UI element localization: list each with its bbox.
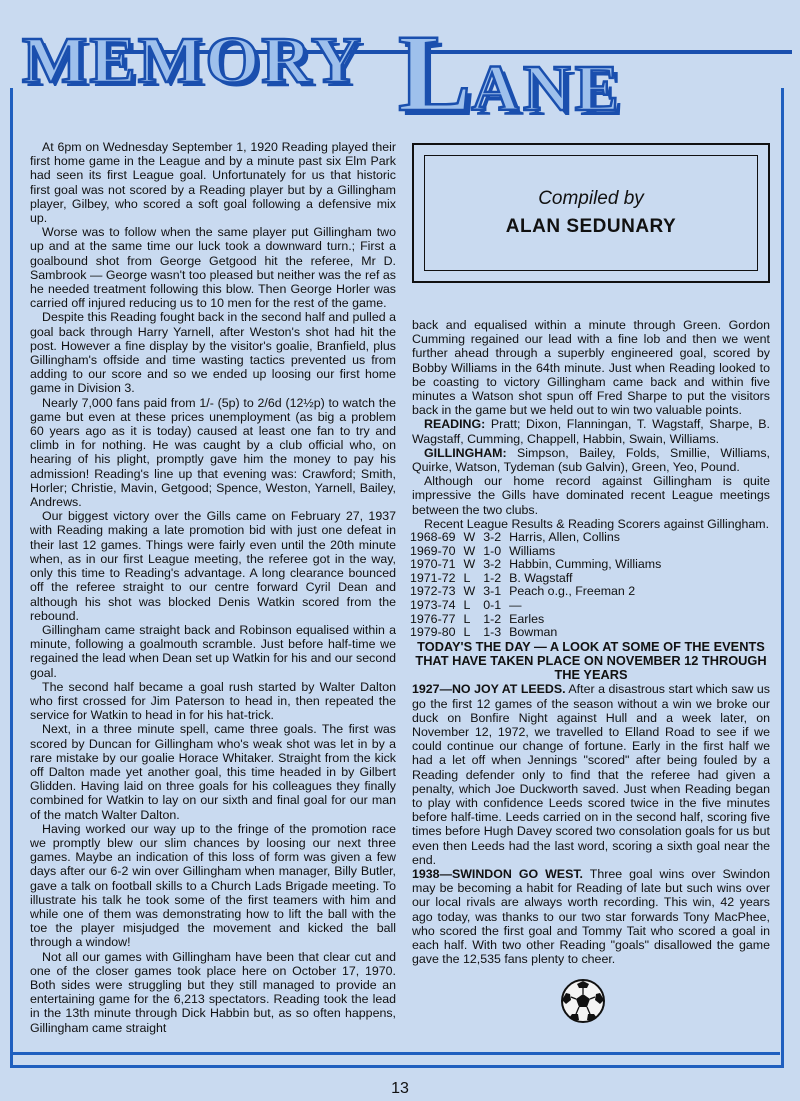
left-paragraph: Not all our games with Gillingham have been that clear cut and one of the closer games took place here on October 17, 1970. Both sides were struggling but they still managed to provide an entertaining game for the 6,213 spectators. Reading took the lead in the 13th minute through Dick Habbin but, as so often happens, Gillingham came straight: [30, 949, 396, 1035]
page-number: 13: [391, 1080, 409, 1097]
result-score: 3-1: [483, 584, 502, 599]
event-heading: 1938—SWINDON GO WEST.: [412, 867, 583, 882]
results-intro: Recent League Results & Reading Scorers against Gillingham.: [424, 516, 770, 531]
left-paragraph: Worse was to follow when the same player put Gillingham two up and at the same time our luck took a downward turn.; First a goalbound shot from George Getgood hit the referee, Mr D. Sambrook — George wasn't too pleased but neither was the ref as he needed treatment following this blow. Then George Horler was carried off injured reducing us to 10 men for the rest of the game.: [30, 225, 396, 311]
result-scorers: —: [509, 598, 522, 613]
right-paragraph: back and equalised within a minute through Green. Gordon Cumming regained our lead with a fine lob and then we went further ahead through a superbly engineered goal, scored by Bobby Williams in the 64th minute. Just when Reading looked to be coasting to victory Gillingham came back and within five minutes a Watson shot spun off Fred Sharpe to put the visitors back in the game but we held out to win two valuable points.: [412, 318, 770, 418]
masthead: [18, 8, 798, 134]
result-row: [410, 558, 669, 572]
title-lane-initial: L: [398, 12, 472, 134]
result-season: 1973-74: [410, 598, 456, 613]
event-entry: [412, 682, 770, 867]
compiler-name: ALAN SEDUNARY: [505, 216, 677, 237]
result-outcome: W: [463, 543, 476, 558]
result-scorers: Harris, Allen, Collins: [509, 530, 620, 545]
result-scorers: Habbin, Cumming, Williams: [509, 557, 662, 572]
left-paragraph: Having worked our way up to the fringe of the promotion race we promptly blew our slim chances by loosing our next three games. Maybe an indication of this loss of form was given a few days after our 6-2 win over Gillingham when manager, Billy Butler, gave a talk on football skills to a Church Lads Brigade meeting. To illustrate his talk he took some of the first teamers with him and while one of them was demonstrating how to lift the ball with the toe the player misjudged the movement and kicked the ball through a window!: [30, 821, 396, 950]
result-score: 3-2: [483, 557, 502, 572]
result-outcome: L: [463, 611, 471, 626]
result-outcome: L: [463, 598, 471, 613]
compiled-by: Compiled by: [538, 188, 644, 209]
event-body: Three goal wins over Swindon may be becoming a habit for Reading of late but such wins over our local rivals are always worth recording. This win, 42 years ago today, was thanks to our two star forwards Tony MacPhee, who scored the first goal and Tommy Tait who scored a goal in each half. With two other Reading "goals" disallowed the game gave the 12,535 fans plenty to cheer.: [412, 867, 770, 967]
left-column: [30, 140, 396, 1035]
results-table: [410, 531, 669, 640]
event-heading: 1927—NO JOY AT LEEDS.: [412, 682, 566, 697]
right-paragraphs: [412, 318, 770, 417]
result-scorers: B. Wagstaff: [509, 570, 573, 585]
compiler-box-inner: [424, 155, 758, 271]
right-column: [412, 318, 770, 966]
result-season: 1971-72: [410, 570, 456, 585]
result-row: [410, 572, 669, 586]
reading-label: READING:: [424, 417, 486, 432]
gillingham-label: GILLINGHAM:: [424, 445, 507, 460]
left-paragraph: At 6pm on Wednesday September 1, 1920 Reading played their first home game in the League and by a minute past six Elm Park had seen its first League goal. Unfortunately for us that historic first goal was not scored by a Reading player but by a Gillingham player, Gilbey, who scored a soft goal following a defensive mix up.: [30, 140, 396, 226]
result-scorers: Bowman: [509, 625, 558, 640]
title-memory: MEMORY: [22, 24, 364, 97]
result-score: 1-2: [483, 611, 502, 626]
result-season: 1968-69: [410, 530, 456, 545]
left-paragraph: Gillingham came straight back and Robinson equalised within a minute, following a goalmouth scramble. Just before half-time we regained the lead when Dean set up Watkin for his and our second goal.: [30, 622, 396, 680]
title-lane: [398, 12, 623, 134]
result-score: 1-0: [483, 543, 502, 558]
compiler-box: [412, 143, 770, 283]
result-score: 0-1: [483, 598, 502, 613]
result-score: 1-3: [483, 625, 502, 640]
result-scorers: Earles: [509, 611, 545, 626]
result-season: 1979-80: [410, 625, 456, 640]
result-row: [410, 545, 669, 559]
result-season: 1976-77: [410, 611, 456, 626]
result-row: [410, 626, 669, 640]
result-season: 1969-70: [410, 543, 456, 558]
football-icon: [560, 978, 606, 1024]
event-body: After a disastrous start which saw us go the first 12 games of the season without a win we broke our duck on Bonfire Night against Hull and a week later, on November 12, 1972, we travelled to Elland Road to see if we could continue our change of fortune. Early in the first half we had a let off when Jennings "scored" after being fouled by a Reading defender only to find that the referee had given a penalty, which Joe Duckworth saved. Just when Reading began to play with confidence Leeds scored twice in the five minutes before half-time. Leeds carried on in the second half, scoring five times before Hugh Davey scored two consolation goals for us but even then Leeds had the last word, scoring a sixth goal near the end.: [412, 682, 770, 867]
left-paragraph: Despite this Reading fought back in the second half and pulled a goal back through Harry Yarnell, after Weston's shot had hit the post. However a fine display by the visitor's goalie, Branfield, plus Gillingham's offside and time wasting tactics prevented us from adding to our score and so we ended up loosing our first home game in Division 3.: [30, 310, 396, 396]
events-list: [412, 682, 770, 966]
result-score: 1-2: [483, 570, 502, 585]
result-row: [410, 613, 669, 627]
result-season: 1970-71: [410, 557, 456, 572]
gillingham-players: Simpson, Bailey, Folds, Smillie, Williams, Quirke, Watson, Tydeman (sub Galvin), Green, Yeo, Pound.: [412, 445, 770, 475]
result-outcome: W: [463, 530, 476, 545]
result-row: [410, 531, 669, 545]
result-outcome: L: [463, 625, 471, 640]
left-paragraph: The second half became a goal rush started by Walter Dalton who first crossed for Jim Paterson to head in, then repeated the service for Watkin to head in for his hat-trick.: [30, 679, 396, 723]
result-row: [410, 599, 669, 613]
left-paragraph: Next, in a three minute spell, came three goals. The first was scored by Duncan for Gillingham who's weak shot was let in by a rare mistake by our goalie Horace Whitaker. Straight from the kick off Dalton made yet another goal, this time headed in by Gilbert Glidden. Having laid on three goals for his colleagues they finally combined for Watkin to lay on our sixth and final goal for our man of the match Walter Dalton.: [30, 722, 396, 822]
left-paragraph: Nearly 7,000 fans paid from 1/- (5p) to 2/6d (12½p) to watch the game but even at these prices unemployment (as big a problem 60 years ago as it is today) caused at least one fan to try and climb in for nothing. He was caught by a club official who, on hearing of his plight, promptly gave him the money to pay his admission! Reading's line up that evening was: Crawford; Smith, Horler; Christie, Mavin, Getgood; Spence, Weston, Yarnell, Bailey, Andrews.: [30, 395, 396, 510]
title-lane-rest: ANE: [471, 52, 623, 125]
event-entry: [412, 867, 770, 966]
result-outcome: W: [463, 584, 476, 599]
reading-lineup: [412, 417, 770, 445]
result-scorers: Peach o.g., Freeman 2: [509, 584, 636, 599]
gillingham-lineup: [412, 446, 770, 474]
result-outcome: L: [463, 570, 471, 585]
record-paragraph: Although our home record against Gillingham is quite impressive the Gills have dominated recent League meetings between the two clubs.: [412, 474, 770, 517]
left-paragraph: Our biggest victory over the Gills came on February 27, 1937 with Reading making a late promotion bid with just one defeat in their last 12 games. Things were fairly even until the 20th minute when, as in our first League meeting, the referee got in the way, only this time to Reading's advantage. A long clearance bounced off the referee straight to our centre forward Cyril Dean and although his shot was blocked Denis Watkin scored from the rebound.: [30, 509, 396, 623]
result-scorers: Williams: [509, 543, 556, 558]
result-row: [410, 585, 669, 599]
reading-players: Pratt; Dixon, Flanningan, T. Wagstaff, Sharpe, B. Wagstaff, Cumming, Chappell, Habbin, Swain, Williams.: [412, 417, 770, 446]
result-outcome: W: [463, 557, 476, 572]
result-score: 3-2: [483, 530, 502, 545]
bottom-rule: [10, 1052, 780, 1055]
result-season: 1972-73: [410, 584, 456, 599]
today-heading: TODAY'S THE DAY — A LOOK AT SOME OF THE EVENTS THAT HAVE TAKEN PLACE ON NOVEMBER 12 THROUGH THE YEARS: [415, 638, 767, 683]
